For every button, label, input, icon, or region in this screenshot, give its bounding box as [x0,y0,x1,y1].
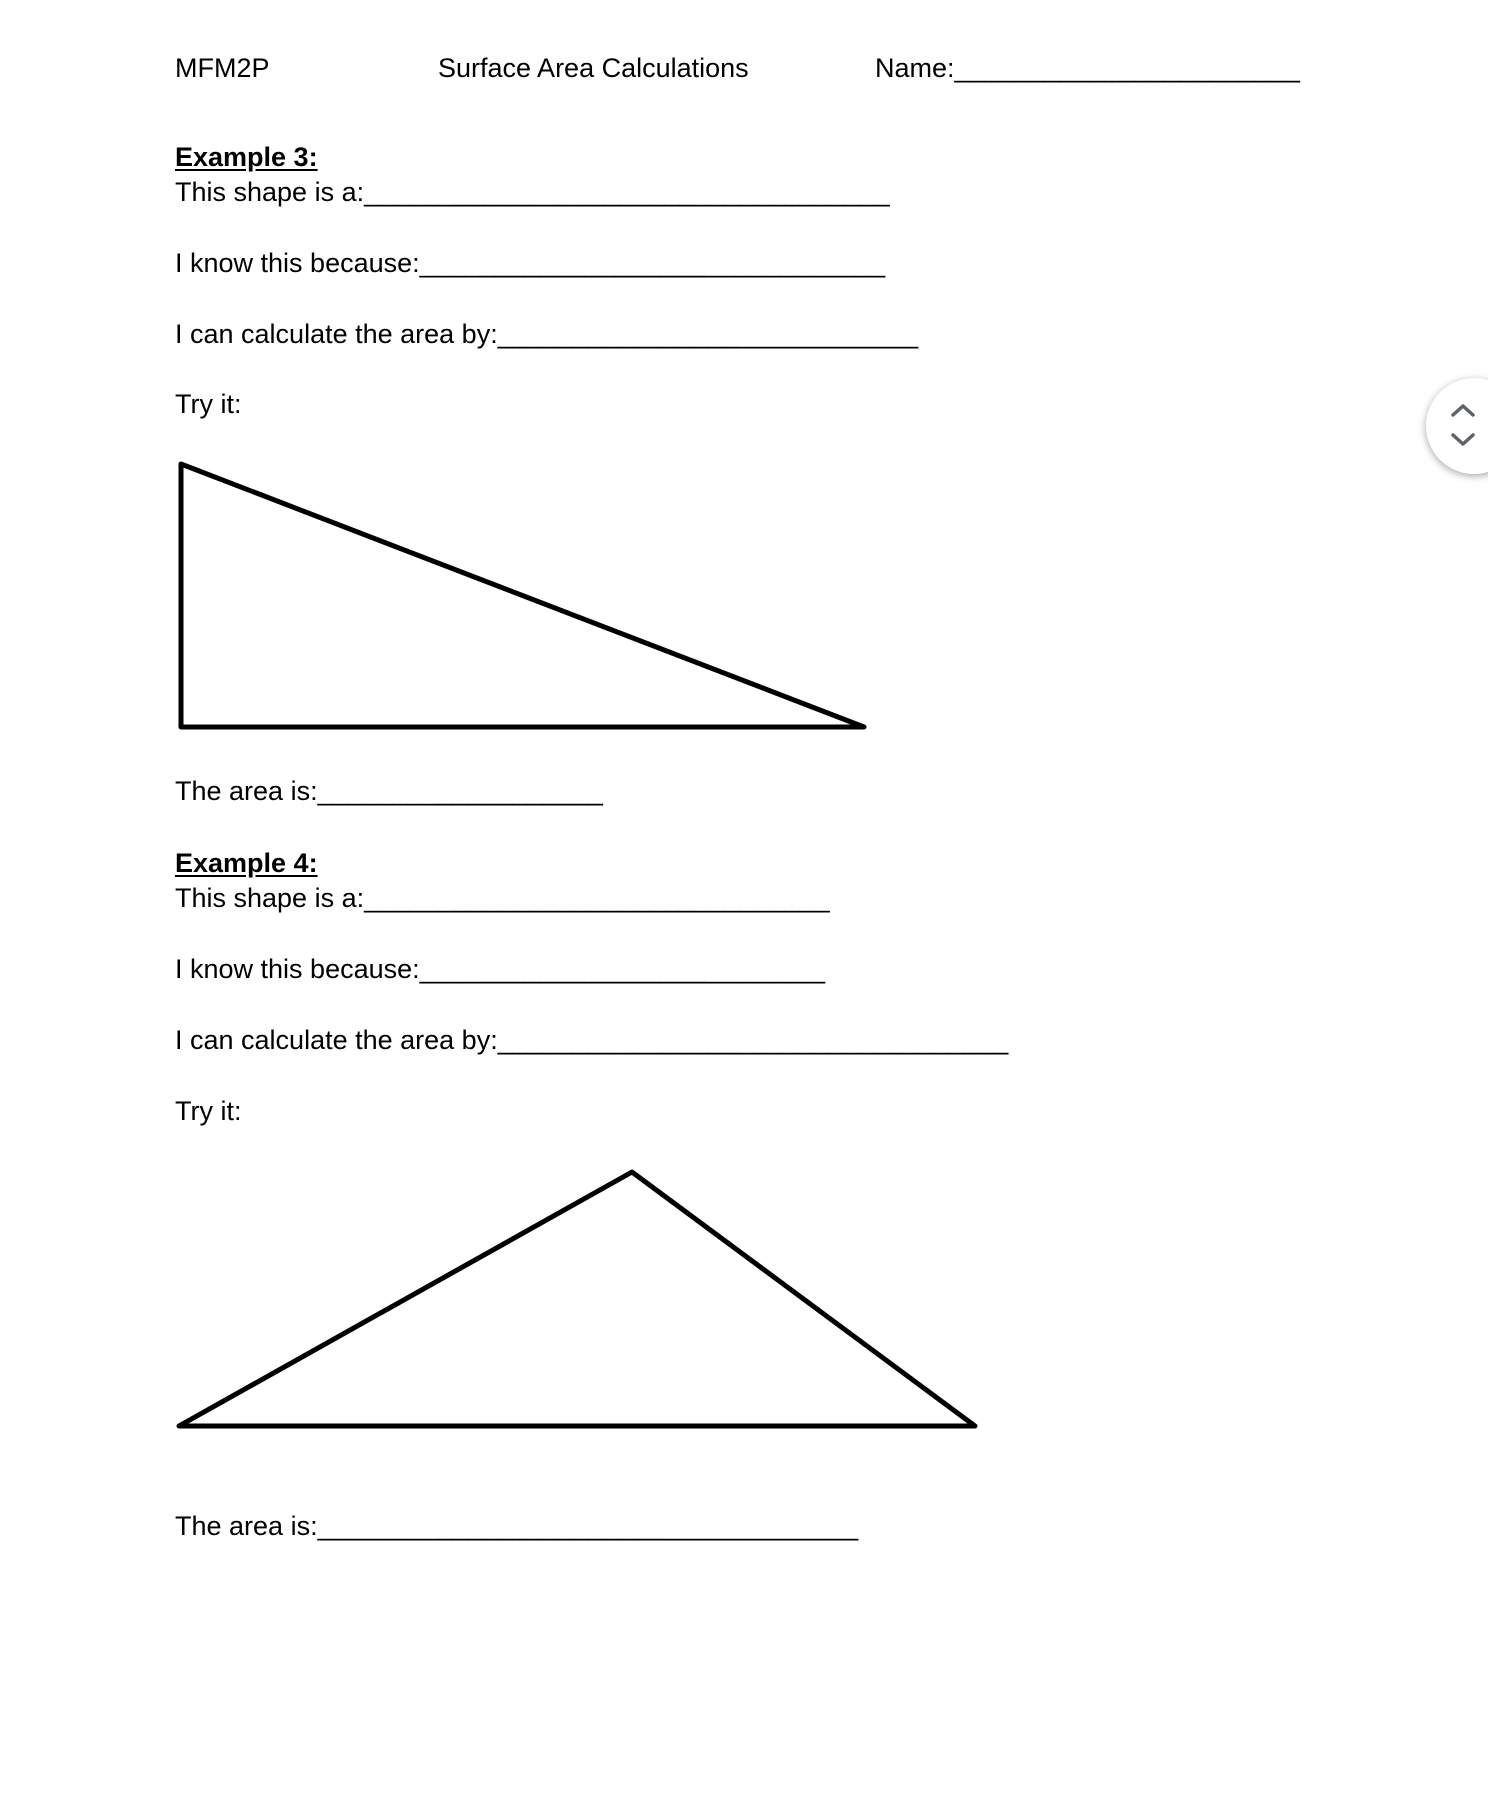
example-3-area-prompt: The area is:___________________ [175,776,603,806]
example-4-heading: Example 4: [175,848,318,878]
name-field-label: Name:_______________________ [875,53,1300,83]
page-down-button[interactable] [1448,428,1478,452]
example-3-heading: Example 3: [175,142,318,172]
example-3-try-label: Try it: [175,389,242,419]
example-4-area-prompt: The area is:____________________________________ [175,1511,859,1541]
chevron-down-icon [1450,432,1476,448]
example-4-shape-prompt: This shape is a:_______________________________ [175,883,830,913]
page-up-button[interactable] [1448,398,1478,422]
example-4-reason-prompt: I know this because:___________________________ [175,954,826,984]
example-3-method-prompt: I can calculate the area by:____________________________ [175,319,919,349]
scalene-triangle-figure [170,1160,990,1440]
example-4-method-prompt: I can calculate the area by:__________________________________ [175,1025,1009,1055]
page-navigation-widget [1426,378,1488,474]
chevron-up-icon [1450,402,1476,418]
example-4-try-label: Try it: [175,1096,242,1126]
course-code: MFM2P [175,53,270,83]
worksheet-title: Surface Area Calculations [438,53,749,83]
example-3-reason-prompt: I know this because:_______________________________ [175,248,886,278]
example-3-shape-prompt: This shape is a:___________________________________ [175,177,890,207]
right-triangle-figure [170,455,880,735]
